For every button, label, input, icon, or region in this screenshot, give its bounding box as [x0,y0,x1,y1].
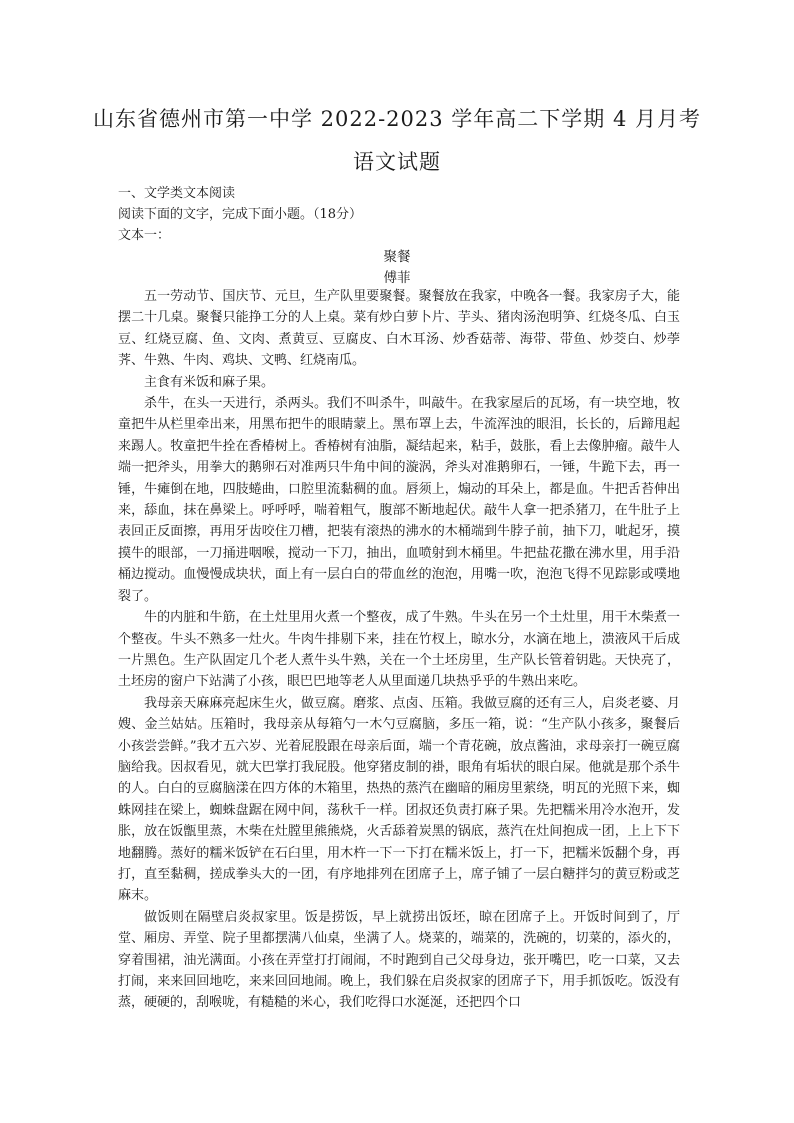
story-author: 傅菲 [383,270,411,286]
section-instruction: 阅读下面的文字，完成下面小题。（18分） [118,207,363,222]
paragraph: 牛的内脏和牛筋，在土灶里用火煮一个整夜，成了牛熟。牛头在另一个土灶里，用干木柴煮一个整夜。牛头不熟多一灶火。牛肉牛排剔下来，挂在竹杈上，晾水分，水滴在地上，溃液风干后成一片黑色。生产队固定几个老人煮牛头牛熟，关在一个土坯房里，生产队长管着钥匙。天快亮了，土坯房的窗户下站满了小孩，眼巴巴地等老人从里面递几块热乎乎的牛熟出来吃。 [118,610,680,690]
paragraph: 杀牛，在头一天进行，杀两头。我们不叫杀牛，叫敲牛。在我家屋后的瓦场，有一块空地，牧童把牛从栏里牵出来，用黑布把牛的眼睛蒙上。黑布罩上去，牛流浑浊的眼泪，长长的，后蹄甩起来踢人。牧童把牛拴在香椿树上。香椿树有油脂，凝结起来，粘手，鼓胀，看上去像肿瘤。敲牛人端一把斧头，用拳大的鹅卵石对准两只牛角中间的漩涡，斧头对准鹅卵石，一锤，牛跪下去，再一锤，牛瘫倒在地，四肢蜷曲，口腔里流黏稠的血。唇须上，煽动的耳朵上，都是血。牛把舌苔伸出来，舔血，抹在鼻梁上。呼呼呼，喘着粗气，腹部不断地起伏。敲牛人拿一把杀猪刀，在牛肚子上表回正反面擦，再用牙齿咬住刀槽，把装有滚热的沸水的木桶端到牛脖子前，抽下刀，呲起牙，摸摸牛的眼部，一刀捅进咽喉，搅动一下刀，抽出，血喷射到木桶里。牛把盐花撒在沸水里，用手沿桶边搅动。血慢慢成块状，面上有一层白白的带血丝的泡泡，用嘴一吹，泡泡飞得不见踪影或噗地裂了。 [118,396,680,604]
exam-title: 山东省德州市第一中学 2022-2023 学年高二下学期 4 月月考 [92,107,702,131]
paragraph: 我母亲天麻麻亮起床生火，做豆腐。磨浆、点卤、压箱。我做豆腐的还有三人，启炎老婆、月嫂、金兰姑姑。压箱时，我母亲从每箱勺一木勺豆腐脑，多压一箱，说：“生产队小孩多，聚餐后小孩尝尝鲜。”我才五六岁、光着屁股跟在母亲后面，端一个青花碗，放点酱油，求母亲打一碗豆腐脑给我。因叔看见，就大巴掌打我屁股。他穿猪皮制的褂，眼角有垢状的眼白屎。他就是那个杀牛的人。白白的豆腐脑漾在四方体的木箱里，热热的蒸汽在幽暗的厢房里萦绕，明瓦的光照下来，蜘蛛网挂在梁上，蜘蛛盘踞在网中间，荡秋千一样。团叔还负责打麻子果。先把糯米用冷水泡开，发胀，放在饭甑里蒸，木柴在灶膛里熊熊烧，火舌舔着炭黑的锅底，蒸汽在灶间抱成一团，上上下下地翻腾。蒸好的糯米饭铲在石臼里，用木杵一下一下打在糯米饭上，打一下，把糯米饭翻个身，再打，直至黏稠，搓成拳头大的一团，有序地排列在团席子上，席子铺了一层白糖拌匀的黄豆粉或芝麻末。 [118,695,680,904]
story-title: 聚餐 [383,249,411,265]
paragraph: 主食有米饭和麻子果。 [144,374,275,390]
section-heading: 一、文学类文本阅读 [118,186,236,201]
story-body [118,286,680,1014]
paragraph: 做饭则在隔壁启炎叔家里。饭是捞饭，早上就捞出饭坯，晾在团席子上。开饭时间到了，厅堂、厢房、弄堂、院子里都摆满八仙桌，坐满了人。烧菜的，端菜的，洗碗的，切菜的，添火的，穿着围裙，油光满面。小孩在弄堂打打闹闹，不时跑到自己父母身边，张开嘴巴，吃一口菜，又去打闹，来来回回地吃，来来回回地闹。晚上，我们躲在启炎叔家的团席子下，用手抓饭吃。饭没有蒸，硬硬的，刮喉咙，有糙糙的米心，我们吃得口水涎涎，还把四个口 [118,909,680,1011]
paragraph: 五一劳动节、国庆节、元旦，生产队里要聚餐。聚餐放在我家，中晚各一餐。我家房子大，能摆二十几桌。聚餐只能挣工分的人上桌。菜有炒白萝卜片、芋头、猪肉汤泡明笋、红烧冬瓜、白玉豆、红烧豆腐、鱼、文肉、煮黄豆、豆腐皮、白木耳汤、炒香菇蒂、海带、带鱼、炒茭白、炒荸荠、牛熟、牛肉、鸡块、文鸭、红烧南瓜。 [118,289,680,369]
exam-subtitle: 语文试题 [353,150,441,174]
text-label: 文本一： [118,228,171,243]
